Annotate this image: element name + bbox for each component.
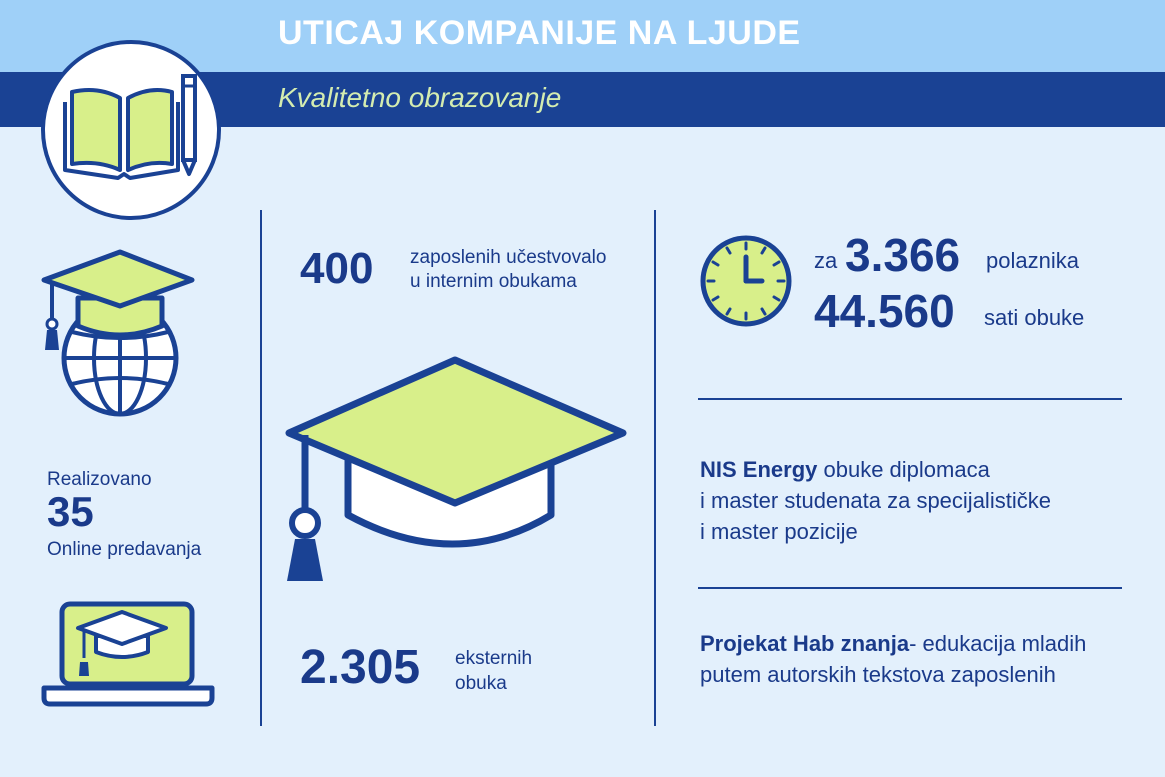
page-title: UTICAJ KOMPANIJE NA LJUDE — [278, 14, 801, 52]
clock-icon — [698, 233, 794, 329]
hours-suffix: sati obuke — [984, 305, 1085, 330]
graduation-cap-icon — [283, 355, 628, 590]
nis-energy-text — [700, 454, 1051, 547]
page-subtitle: Kvalitetno obrazovanje — [278, 82, 562, 113]
external-count: 2.305 — [300, 641, 421, 694]
participants-prefix: za — [814, 248, 838, 273]
divider-bottom — [698, 587, 1122, 589]
external-line2: obuka — [455, 673, 507, 694]
online-count: 35 — [47, 488, 94, 535]
divider-right — [654, 210, 656, 726]
nis-line1: obuke diplomaca — [817, 457, 990, 482]
hab-znanja-text — [700, 628, 1086, 690]
participants-suffix: polaznika — [986, 248, 1079, 273]
participants-count: 3.366 — [845, 229, 961, 281]
book-pencil-icon — [38, 40, 238, 220]
globe-graduation-cap-icon — [40, 248, 200, 428]
online-label: Online predavanja — [47, 539, 202, 560]
internal-line2: u internim obukama — [410, 271, 577, 292]
hours-count: 44.560 — [814, 285, 955, 337]
hab-line1: - edukacija mladih — [909, 631, 1087, 656]
external-line1: eksternih — [455, 648, 533, 669]
internal-line1: zaposlenih učestvovalo — [410, 247, 607, 268]
divider-left — [260, 210, 262, 726]
nis-line2: i master studenata za specijalističke — [700, 488, 1051, 513]
hab-line2: putem autorskih tekstova zaposlenih — [700, 662, 1056, 687]
nis-line3: i master pozicije — [700, 519, 858, 544]
internal-count: 400 — [300, 244, 374, 293]
realizovano-label: Realizovano — [47, 469, 152, 490]
divider-top — [698, 398, 1122, 400]
hab-bold: Projekat Hab znanja — [700, 631, 910, 656]
laptop-cap-icon — [40, 600, 220, 710]
nis-energy-bold: NIS Energy — [700, 457, 818, 482]
